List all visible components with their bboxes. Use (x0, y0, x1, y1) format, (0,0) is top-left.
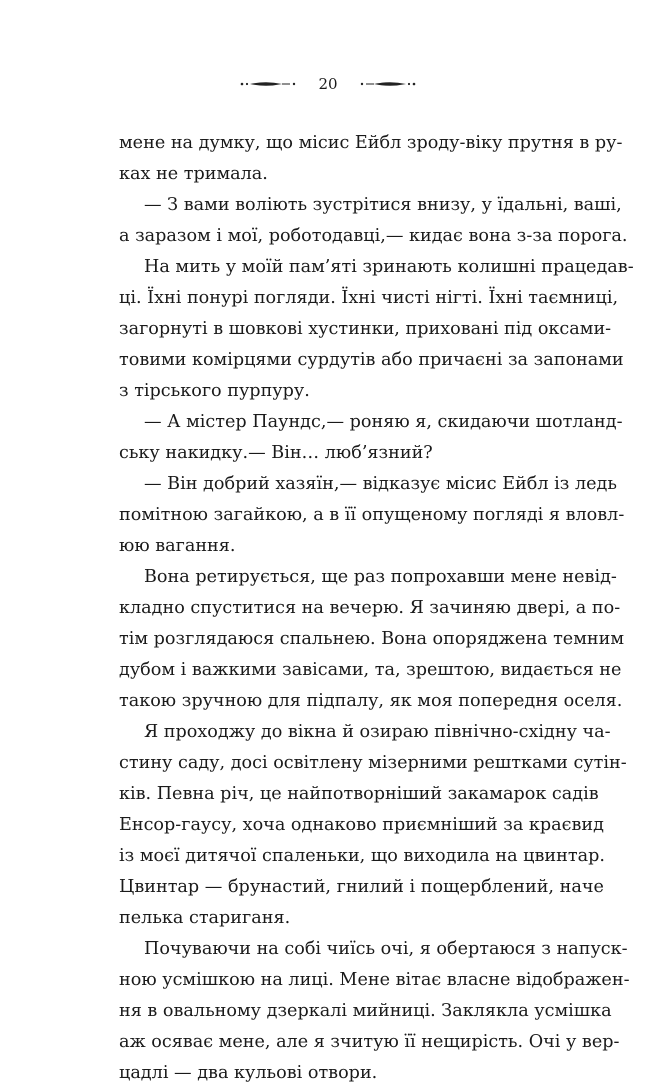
text-line: — А містер Паундс,— роняю я, скидаючи шотланд- (144, 412, 623, 432)
text-line: тім розглядаюся спальнею. Вона опоряджена темним (119, 629, 625, 649)
text-line: пелька стариганя. (119, 908, 291, 928)
text-line: товими комірцями сурдутів або причаєні за запонами (119, 350, 624, 370)
text-line: аж осяває мене, але я зчитую її нещирість. Очі у вер- (119, 1032, 620, 1052)
text-line: помітною загайкою, а в її опущеному погляді я вловл- (119, 505, 625, 525)
body-text (119, 128, 634, 1089)
text-line: — З вами воліють зустрітися внизу, у їдальні, ваші, (144, 195, 622, 215)
text-line: дубом і важкими завісами, та, зрештою, видається не (119, 660, 622, 680)
text-line: Вона ретирується, ще раз попрохавши мене невід- (144, 567, 617, 587)
text-line: ня в овальному дзеркалі мийниці. Заклякла усмішка (119, 1001, 612, 1021)
text-line: Почуваючи на собі чиїсь очі, я обертаюся з напуск- (144, 939, 628, 959)
text-line: юю вагання. (119, 536, 236, 556)
text-line: кладно спуститися на вечерю. Я зачиняю двері, а по- (119, 598, 621, 618)
text-line: — Він добрий хазяїн,— відказує місис Ейбл із ледь (144, 474, 617, 494)
text-line: мене на думку, що місис Ейбл зроду-віку прутня в ру- (119, 133, 623, 153)
text-line: ною усмішкою на лиці. Мене вітає власне відображен- (119, 970, 630, 990)
text-line: Я проходжу до вікна й озираю північно-східну ча- (144, 722, 611, 742)
text-line: ках не тримала. (119, 164, 268, 184)
text-line: а заразом і мої, роботодавці,— кидає вона з-за порога. (119, 226, 628, 246)
page-number: 20 (318, 75, 338, 93)
text-line: На мить у моїй пам’яті зринають колишні працедав- (144, 257, 634, 277)
page-header (0, 72, 656, 96)
text-line: Цвинтар — брунастий, гнилий і пощерблений, наче (119, 877, 604, 897)
right-ornament-icon (356, 79, 418, 89)
text-line: ці. Їхні понурі погляди. Їхні чисті нігті. Їхні таємниці, (119, 288, 619, 308)
text-line: ків. Певна річ, це найпотворніший закамарок садів (119, 784, 599, 804)
text-line: Енсор-гаусу, хоча однаково приємніший за краєвид (119, 815, 604, 835)
text-line: такою зручною для підпалу, як моя попередня оселя. (119, 691, 623, 711)
text-line: з тірського пурпуру. (119, 381, 310, 401)
text-line: цадлі — два кульові отвори. (119, 1063, 378, 1083)
text-line: із моєї дитячої спаленьки, що виходила на цвинтар. (119, 846, 605, 866)
text-line: стину саду, досі освітлену мізерними рештками сутін- (119, 753, 627, 773)
text-line: ську накидку.— Він… люб’язний? (119, 443, 433, 463)
left-ornament-icon (238, 79, 300, 89)
text-line: загорнуті в шовкові хустинки, приховані під оксами- (119, 319, 612, 339)
